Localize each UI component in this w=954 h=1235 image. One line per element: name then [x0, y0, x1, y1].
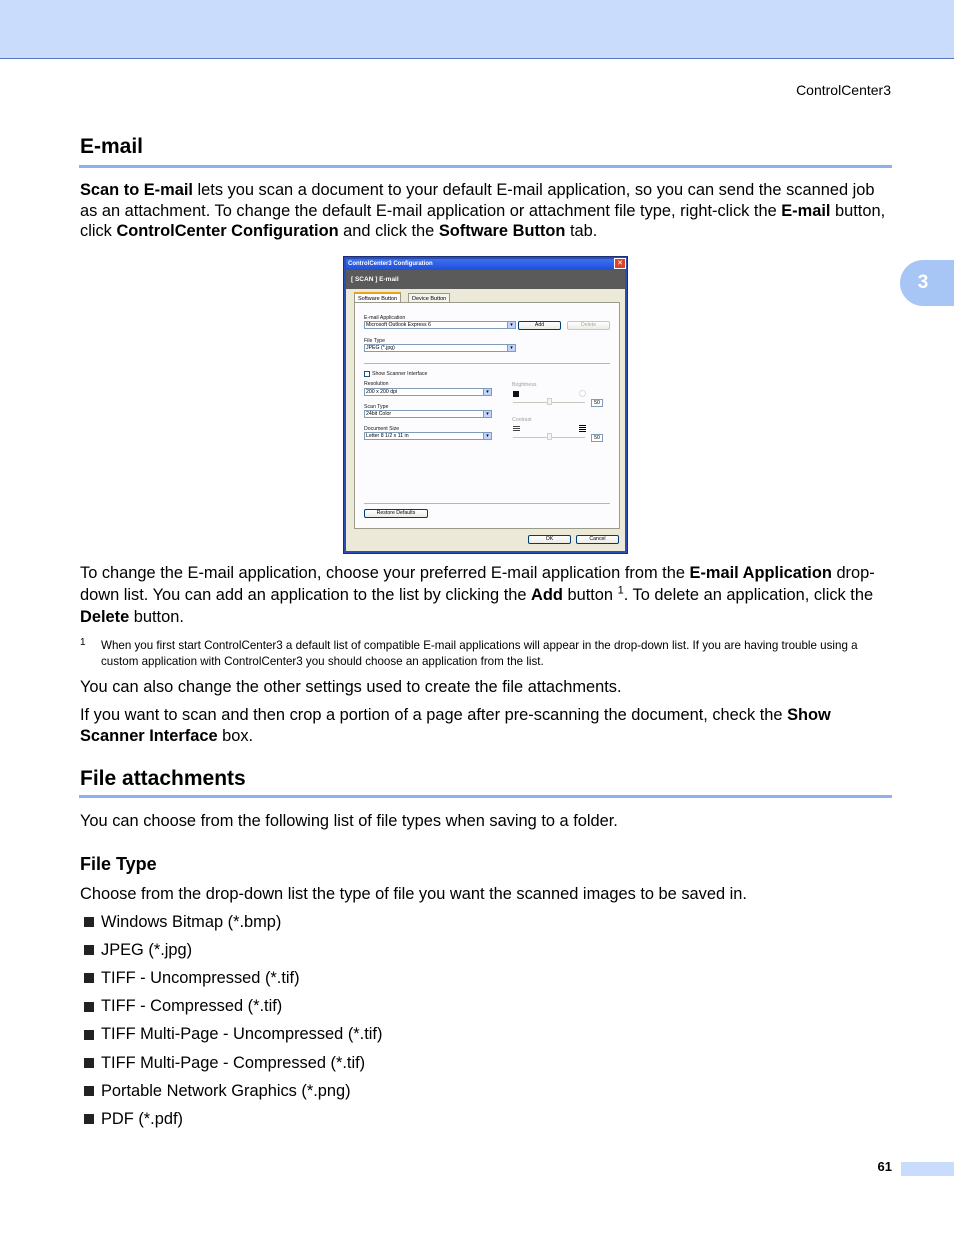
list-item	[84, 1077, 382, 1105]
scan-type-select[interactable]: 24bit Color ▾	[364, 410, 492, 418]
list-item-label: Portable Network Graphics (*.png)	[101, 1081, 351, 1100]
bold-term: E-mail	[781, 201, 831, 220]
email-heading-rule	[79, 165, 892, 168]
chevron-down-icon: ▾	[507, 322, 515, 328]
config-dialog-screenshot	[343, 256, 628, 554]
change-app-paragraph	[80, 562, 892, 628]
list-item	[84, 1049, 382, 1077]
separator	[364, 363, 610, 364]
file-type-heading: File Type	[80, 854, 157, 874]
contrast-slider-handle[interactable]	[547, 433, 552, 440]
bold-term: E-mail Application	[689, 564, 832, 582]
email-intro	[80, 180, 892, 242]
brightness-value[interactable]: 50	[591, 399, 603, 407]
bullet-icon	[84, 1086, 94, 1096]
delete-button[interactable]: Delete	[567, 321, 610, 330]
bold-term: Scan to E-mail	[80, 181, 193, 199]
list-item-label: TIFF Multi-Page - Compressed (*.tif)	[101, 1053, 366, 1072]
bullet-icon	[84, 1002, 94, 1012]
close-icon[interactable]: ✕	[614, 258, 626, 269]
bullet-icon	[84, 917, 94, 927]
file-attachments-intro: You can choose from the following list of file types when saving to a folder.	[80, 812, 618, 830]
tab-device-button[interactable]: Device Button	[408, 293, 450, 303]
text-run: lets you scan a document to your default E-mail application, so you can send the scanned job as an attachment. To change the default E-mail application or attachment file type, right-click the	[80, 181, 875, 220]
bold-term: Show Scanner Interface	[80, 706, 831, 745]
header-band	[0, 0, 954, 59]
dialog-panel	[354, 302, 620, 529]
scan-type-label: Scan Type	[364, 404, 389, 410]
chevron-down-icon: ▾	[483, 389, 491, 395]
bullet-icon	[84, 945, 94, 955]
footnote-ref: 1	[617, 584, 624, 597]
restore-defaults-button[interactable]: Restore Defaults	[364, 509, 428, 518]
bold-term: Delete	[80, 608, 130, 626]
document-size-select[interactable]: Letter 8 1/2 x 11 in ▾	[364, 432, 492, 440]
footnote	[80, 638, 892, 669]
list-item	[84, 964, 382, 992]
show-scanner-label: Show Scanner Interface	[372, 371, 428, 377]
list-item-label: TIFF Multi-Page - Uncompressed (*.tif)	[101, 1025, 383, 1044]
chevron-down-icon: ▾	[483, 411, 491, 417]
chapter-tab[interactable]: 3	[900, 260, 954, 306]
list-item	[84, 993, 382, 1021]
contrast-value[interactable]: 50	[591, 434, 603, 442]
bullet-icon	[84, 1058, 94, 1068]
file-type-intro: Choose from the drop-down list the type of file you want the scanned images to be saved in.	[80, 885, 747, 903]
brightness-high-icon	[579, 390, 586, 397]
file-attachments-rule	[79, 795, 892, 798]
crop-paragraph	[80, 705, 892, 746]
list-item-label: TIFF - Compressed (*.tif)	[101, 997, 283, 1016]
show-scanner-checkbox[interactable]	[364, 371, 370, 377]
contrast-high-icon	[579, 425, 586, 432]
bold-term: Add	[531, 586, 563, 604]
dialog-title: ControlCenter3 Configuration	[346, 259, 625, 270]
brightness-slider-handle[interactable]	[547, 398, 552, 405]
file-type-label: File Type	[364, 338, 385, 344]
text-run: drop-down list. You can add an application to the list by clicking the	[80, 564, 875, 604]
list-item	[84, 1021, 382, 1049]
list-item-label: TIFF - Uncompressed (*.tif)	[101, 968, 300, 987]
text-run: tab.	[565, 222, 598, 240]
running-title: ControlCenter3	[796, 82, 891, 98]
bold-term: ControlCenter Configuration	[116, 222, 339, 240]
document-size-label: Document Size	[364, 426, 400, 432]
text-run: button, click	[80, 201, 886, 240]
text-run: If you want to scan and then crop a portion of a page after pre-scanning the document, check the	[80, 706, 788, 724]
bullet-icon	[84, 1030, 94, 1040]
file-type-list	[84, 908, 382, 1134]
text-run: button	[562, 586, 618, 604]
list-item-label: Windows Bitmap (*.bmp)	[101, 912, 282, 931]
contrast-label: Contrast	[512, 417, 532, 423]
text-run: . To delete an application, click the	[623, 586, 874, 604]
page-number: 61	[877, 1159, 892, 1174]
email-app-select[interactable]: Microsoft Outlook Express 6 ▾	[364, 321, 516, 329]
email-app-label: E-mail Application	[364, 315, 406, 321]
file-type-select[interactable]: JPEG (*.jpg) ▾	[364, 344, 516, 352]
add-button[interactable]: Add	[518, 321, 561, 330]
chevron-down-icon: ▾	[507, 345, 515, 351]
list-item	[84, 936, 382, 964]
separator	[364, 503, 610, 504]
list-item-label: JPEG (*.jpg)	[101, 940, 193, 959]
email-heading: E-mail	[80, 135, 144, 158]
brightness-low-icon	[513, 391, 519, 397]
list-item-label: PDF (*.pdf)	[101, 1109, 183, 1128]
resolution-label: Resolution	[364, 381, 389, 387]
bold-term: Software Button	[438, 222, 566, 240]
file-attachments-heading: File attachments	[80, 767, 246, 790]
resolution-select[interactable]: 200 x 200 dpi ▾	[364, 388, 492, 396]
contrast-low-icon	[513, 426, 520, 432]
dialog-body	[346, 270, 625, 551]
chevron-down-icon: ▾	[483, 433, 491, 439]
text-run: box.	[217, 726, 254, 745]
footnote-mark: 1	[80, 637, 86, 648]
dialog-banner: [ SCAN ] E-mail	[346, 270, 625, 289]
cancel-button[interactable]: Cancel	[576, 535, 619, 544]
ok-button[interactable]: OK	[528, 535, 571, 544]
footer-band	[901, 1162, 954, 1176]
text-run: and click the	[338, 222, 439, 240]
text-run: To change the E-mail application, choose your preferred E-mail application from the	[80, 564, 690, 582]
list-item	[84, 908, 382, 936]
bullet-icon	[84, 973, 94, 983]
footnote-text: When you first start ControlCenter3 a default list of compatible E-mail applications will appear in the drop-down list. If you are having trouble using a custom application with ControlCenter3 you should choose an application from the list.	[101, 639, 858, 668]
bullet-icon	[84, 1114, 94, 1124]
text-run: button.	[129, 608, 184, 626]
list-item	[84, 1105, 382, 1133]
brightness-label: Brightness	[512, 382, 537, 388]
other-settings-paragraph: You can also change the other settings used to create the file attachments.	[80, 678, 622, 696]
tab-software-button[interactable]: Software Button	[354, 292, 401, 303]
